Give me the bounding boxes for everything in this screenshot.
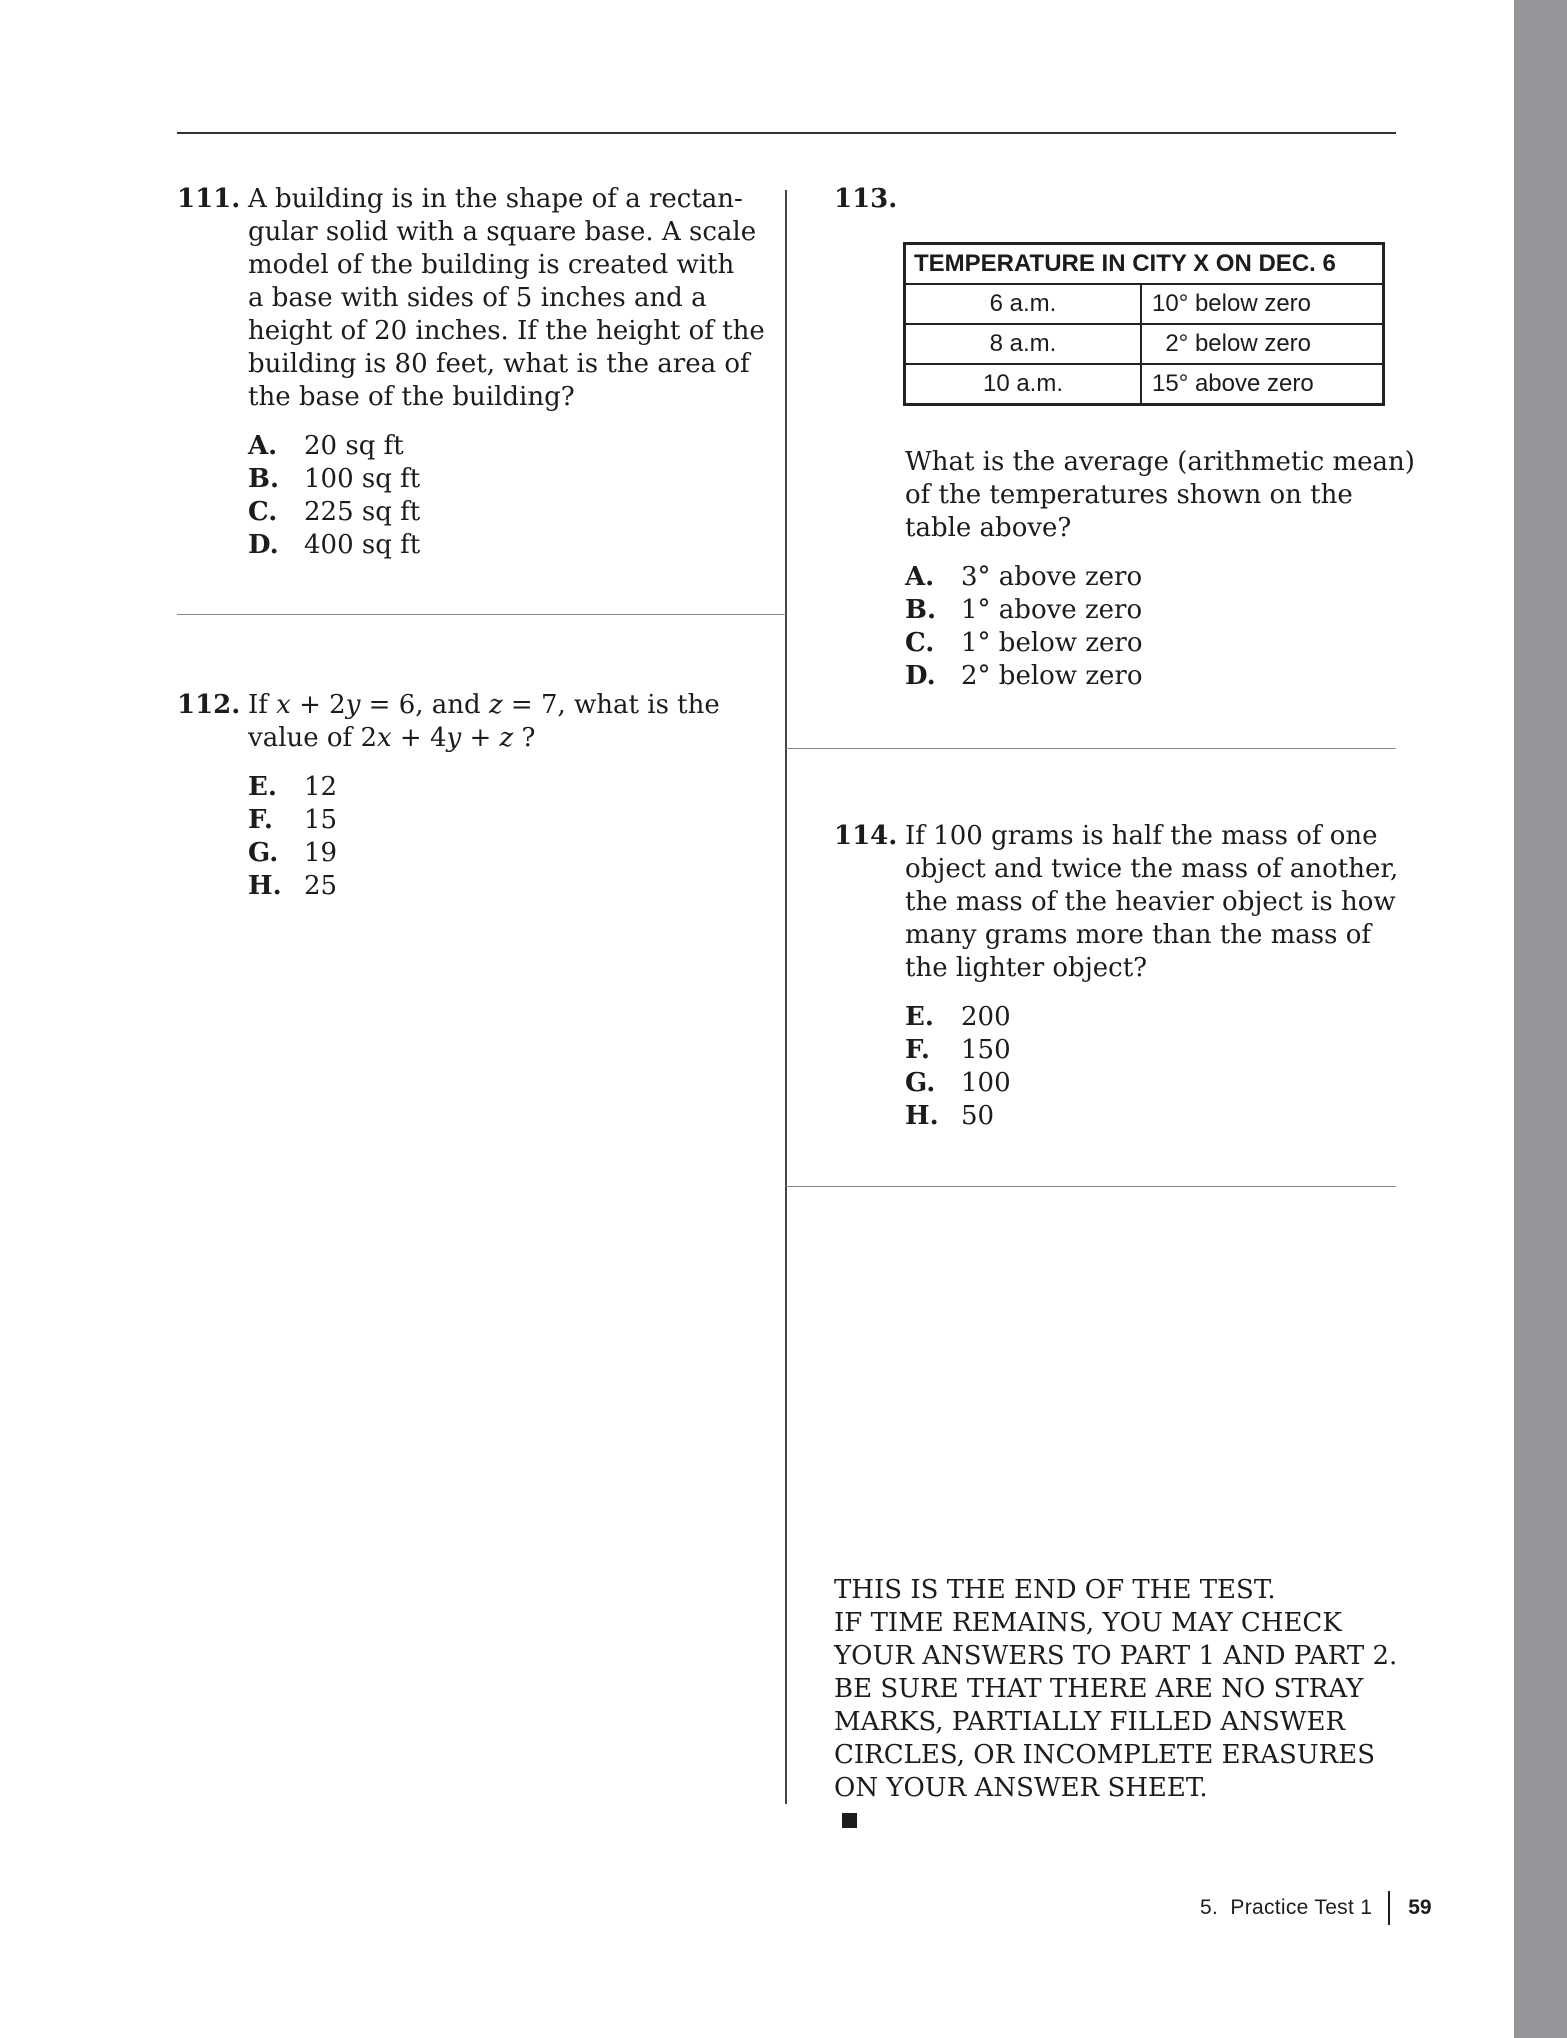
table-row (905, 324, 1384, 364)
table-row (905, 364, 1384, 405)
choice-text: 19 (304, 838, 338, 868)
stem-line: table above? (905, 513, 1072, 543)
question-divider-111 (177, 614, 786, 615)
answer-choices (248, 771, 748, 903)
question-number: 113. (834, 184, 898, 214)
choice-text: 400 sq ft (304, 530, 421, 560)
table-cell-temp: 15° above zero (1141, 364, 1384, 405)
answer-choice-h[interactable] (248, 870, 748, 903)
top-rule (177, 132, 1396, 134)
stem-line: model of the building is created with (248, 250, 735, 280)
question-divider-114 (786, 1186, 1396, 1187)
answer-choice-a[interactable] (248, 430, 748, 463)
end-square-icon (842, 1813, 857, 1828)
variable-z: z (499, 723, 514, 753)
variable-x: x (376, 723, 392, 753)
temperature-table (903, 242, 1385, 406)
question-number: 114. (834, 821, 898, 851)
answer-choice-c[interactable] (905, 627, 1405, 660)
variable-y: y (345, 690, 361, 720)
stem-line: If 100 grams is half the mass of one (905, 821, 1378, 851)
end-of-test-note (834, 1574, 1397, 1838)
question-stem (905, 820, 1405, 985)
choice-text: 12 (304, 772, 338, 802)
choice-letter: C. (905, 628, 935, 658)
table-row (905, 284, 1384, 324)
answer-choice-e[interactable] (905, 1001, 1405, 1034)
question-114 (834, 820, 1405, 1133)
table-cell-time: 6 a.m. (905, 284, 1142, 324)
answer-choice-b[interactable] (905, 594, 1405, 627)
answer-choices (905, 561, 1405, 693)
choice-text: 3° above zero (961, 562, 1143, 592)
answer-choice-f[interactable] (905, 1034, 1405, 1067)
table-cell-time: 8 a.m. (905, 324, 1142, 364)
choice-letter: D. (905, 661, 936, 691)
end-note-line: MARKS, PARTIALLY FILLED ANSWER (834, 1707, 1346, 1737)
choice-text: 225 sq ft (304, 497, 421, 527)
choice-letter: G. (248, 838, 279, 868)
choice-letter: F. (905, 1035, 930, 1065)
answer-choices (905, 1001, 1405, 1133)
choice-letter: E. (248, 772, 277, 802)
answer-choice-d[interactable] (248, 529, 748, 562)
choice-letter: E. (905, 1002, 934, 1032)
question-113 (834, 183, 905, 216)
choice-letter: G. (905, 1068, 936, 1098)
stem-line: of the temperatures shown on the (905, 480, 1353, 510)
stem-line: many grams more than the mass of (905, 920, 1372, 950)
question-stem (905, 446, 1415, 545)
stem-line: If x + 2y = 6, and z = 7, what is the (248, 690, 720, 720)
choice-text: 25 (304, 871, 338, 901)
choice-text: 200 (961, 1002, 1011, 1032)
stem-line: object and twice the mass of another, (905, 854, 1399, 884)
choice-letter: B. (248, 464, 280, 494)
question-number: 112. (177, 690, 241, 720)
end-note-last-line: ON YOUR ANSWER SHEET. (834, 1772, 1397, 1838)
table-header-row (905, 244, 1384, 285)
choice-text: 20 sq ft (304, 431, 404, 461)
choice-letter: F. (248, 805, 273, 835)
answer-choices (248, 430, 748, 562)
answer-choice-c[interactable] (248, 496, 748, 529)
variable-y: y (446, 723, 462, 753)
answer-choice-d[interactable] (905, 660, 1405, 693)
answer-choice-f[interactable] (248, 804, 748, 837)
choice-text: 1° above zero (961, 595, 1143, 625)
choice-text: 150 (961, 1035, 1011, 1065)
choice-letter: A. (905, 562, 935, 592)
choice-letter: C. (248, 497, 278, 527)
question-111 (177, 183, 765, 562)
footer-divider (1388, 1891, 1390, 1925)
choice-letter: A. (248, 431, 278, 461)
table-cell-temp: 2° below zero (1141, 324, 1384, 364)
answer-choice-g[interactable] (248, 837, 748, 870)
end-note-line: BE SURE THAT THERE ARE NO STRAY (834, 1674, 1364, 1704)
stem-line: the mass of the heavier object is how (905, 887, 1396, 917)
question-112 (177, 689, 748, 903)
footer-section-label: 5. Practice Test 1 (1200, 1896, 1373, 1919)
question-number: 111. (177, 184, 241, 214)
choice-text: 100 sq ft (304, 464, 421, 494)
stem-line: the base of the building? (248, 382, 575, 412)
question-stem (248, 183, 765, 414)
answer-choice-h[interactable] (905, 1100, 1405, 1133)
stem-line: value of 2x + 4y + z ? (248, 723, 536, 753)
page-number: 59 (1408, 1896, 1432, 1919)
choice-text: 15 (304, 805, 338, 835)
choice-letter: H. (248, 871, 282, 901)
choice-letter: B. (905, 595, 937, 625)
question-divider-113 (786, 748, 1396, 749)
answer-choice-a[interactable] (905, 561, 1405, 594)
answer-choice-e[interactable] (248, 771, 748, 804)
end-note-line: YOUR ANSWERS TO PART 1 AND PART 2. (834, 1641, 1398, 1671)
choice-letter: D. (248, 530, 279, 560)
table-cell-time: 10 a.m. (905, 364, 1142, 405)
table-cell-temp: 10° below zero (1141, 284, 1384, 324)
column-divider (785, 190, 787, 1804)
table-title: TEMPERATURE IN CITY X ON DEC. 6 (905, 244, 1384, 285)
page-edge-tab (1514, 0, 1567, 2038)
choice-text: 100 (961, 1068, 1011, 1098)
variable-x: x (276, 690, 291, 720)
end-note-line: CIRCLES, OR INCOMPLETE ERASURES (834, 1740, 1376, 1770)
choice-text: 50 (961, 1101, 995, 1131)
choice-letter: H. (905, 1101, 939, 1131)
stem-line: What is the average (arithmetic mean) (905, 447, 1415, 477)
stem-line: a base with sides of 5 inches and a (248, 283, 707, 313)
answer-choice-g[interactable] (905, 1067, 1405, 1100)
choice-text: 1° below zero (961, 628, 1143, 658)
stem-line: height of 20 inches. If the height of the (248, 316, 765, 346)
question-113-body (905, 446, 1415, 693)
stem-line: building is 80 feet, what is the area of (248, 349, 750, 379)
page-footer (1200, 1890, 1432, 1926)
answer-choice-b[interactable] (248, 463, 748, 496)
choice-text: 2° below zero (961, 661, 1143, 691)
stem-line: A building is in the shape of a rectan- (248, 184, 743, 214)
variable-z: z (488, 690, 503, 720)
stem-line: gular solid with a square base. A scale (248, 217, 757, 247)
question-stem (248, 689, 748, 755)
stem-line: the lighter object? (905, 953, 1148, 983)
end-note-line: THIS IS THE END OF THE TEST. (834, 1575, 1276, 1605)
end-note-line: IF TIME REMAINS, YOU MAY CHECK (834, 1608, 1342, 1638)
